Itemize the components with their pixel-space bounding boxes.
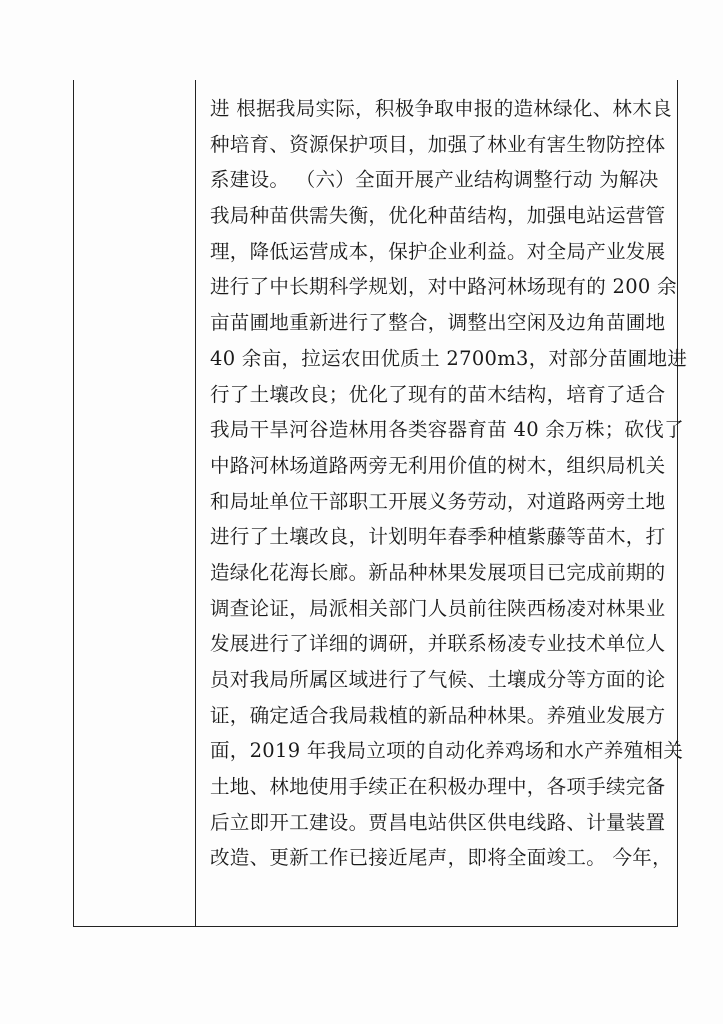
text-line: 40 余亩，拉运农田优质土 2700m3，对部分苗圃地进: [210, 346, 688, 370]
text-line: 土地、林地使用手续正在积极办理中，各项手续完备: [210, 775, 666, 799]
text-line: 我局干旱河谷造林用各类容器育苗 40 余万株；砍伐了: [210, 418, 685, 442]
table-label-column: [74, 80, 196, 926]
text-line: 系建设。 （六）全面开展产业结构调整行动 为解决: [210, 168, 659, 192]
text-line: 发展进行了详细的调研，并联系杨凌专业技术单位人: [210, 632, 666, 656]
text-line: 理，降低运营成本，保护企业利益。对全局产业发展: [210, 239, 666, 263]
table-content-cell: [210, 91, 688, 876]
text-line: 后立即开工建设。贾昌电站供区供电线路、计量装置: [210, 810, 666, 834]
form-table: [73, 80, 688, 927]
text-line: 进行了中长期科学规划，对中路河林场现有的 200 余: [210, 275, 677, 299]
text-line: 证，确定适合我局栽植的新品种林果。养殖业发展方: [210, 703, 666, 727]
text-line: 和局址单位干部职工开展义务劳动，对道路两旁土地: [210, 489, 666, 513]
text-line: 调查论证，局派相关部门人员前往陕西杨凌对林果业: [210, 596, 666, 620]
text-line: 面，2019 年我局立项的自动化养鸡场和水产养殖相关: [210, 739, 684, 763]
text-line: 亩苗圃地重新进行了整合，调整出空闲及边角苗圃地: [210, 311, 666, 335]
text-line: 进 根据我局实际，积极争取申报的造林绿化、林木良: [210, 97, 672, 120]
text-line: 我局种苗供需失衡，优化种苗结构，加强电站运营管: [210, 204, 666, 228]
text-line: 员对我局所属区域进行了气候、土壤成分等方面的论: [210, 668, 666, 691]
text-line: 行了土壤改良；优化了现有的苗木结构，培育了适合: [210, 382, 666, 406]
text-line: 进行了土壤改良，计划明年春季种植紫藤等苗木，打: [210, 525, 666, 549]
text-line: 造绿化花海长廊。新品种林果发展项目已完成前期的: [210, 560, 666, 584]
text-line: 种培育、资源保护项目，加强了林业有害生物防控体: [210, 132, 666, 156]
text-line: 改造、更新工作已接近尾声，即将全面竣工。 今年，: [210, 846, 672, 870]
text-line: 中路河林场道路两旁无利用价值的树木，组织局机关: [210, 453, 666, 477]
